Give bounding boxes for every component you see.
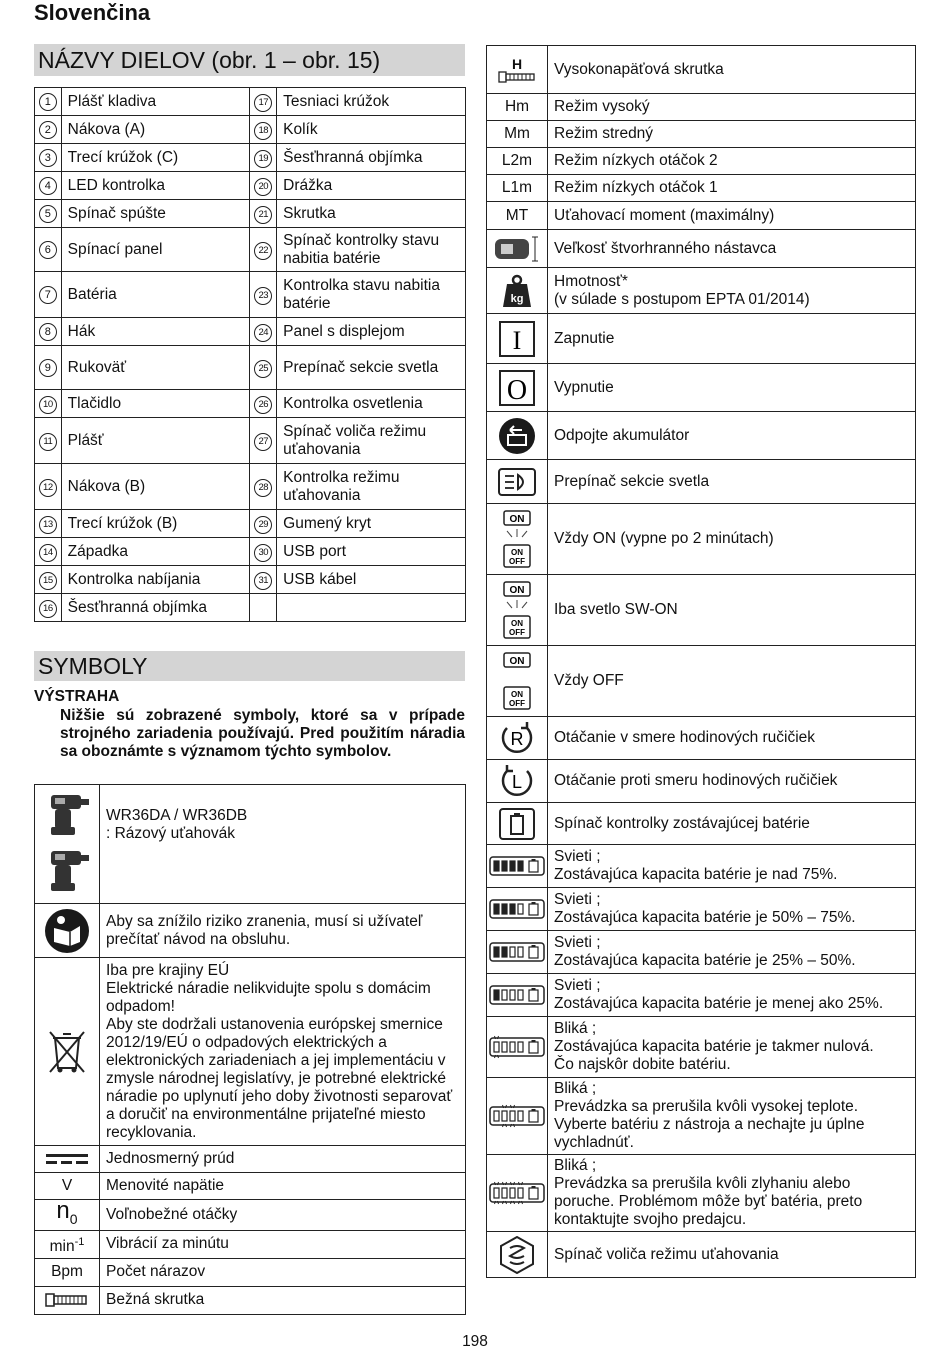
parts-row <box>35 200 466 228</box>
warning-heading: VÝSTRAHA <box>34 688 120 705</box>
page-number: 198 <box>462 1333 488 1350</box>
battery-blink-hot-icon <box>487 1078 548 1155</box>
part-number <box>250 464 277 510</box>
parts-row <box>35 566 466 594</box>
part-number-circle: 31 <box>254 572 272 590</box>
part-label: Šesťhranná objímka <box>277 144 466 172</box>
part-number-circle: 10 <box>39 396 57 414</box>
part-label: Plášť <box>61 418 250 464</box>
symbol-desc: Zapnutie <box>548 314 916 364</box>
parts-row <box>35 144 466 172</box>
weight-icon <box>487 268 548 314</box>
battery-blink-fault-icon <box>487 1155 548 1232</box>
rotate-counterclockwise-icon <box>487 760 548 803</box>
part-number-circle: 6 <box>39 241 57 259</box>
parts-row <box>35 464 466 510</box>
bolt-icon <box>35 1286 100 1314</box>
part-number-circle: 15 <box>39 572 57 590</box>
read-manual-icon <box>35 904 100 958</box>
part-label: Kontrolka nabíjania <box>61 566 250 594</box>
switch-off-icon <box>487 364 548 412</box>
symbol-desc: Režim stredný <box>548 121 916 148</box>
symbol-desc: Vypnutie <box>548 364 916 412</box>
rotate-l-glyph: L <box>511 772 523 792</box>
symbol-desc: Vysokonapäťová skrutka <box>548 46 916 94</box>
part-label: Spínač voliča režimu uťahovania <box>277 418 466 464</box>
voltage-symbol: V <box>35 1173 100 1200</box>
part-label: Gumený kryt <box>277 510 466 538</box>
part-number-circle: 13 <box>39 516 57 534</box>
part-number-circle: 28 <box>254 479 272 497</box>
square-drive-icon <box>487 230 548 268</box>
battery-4-bars-icon <box>487 845 548 888</box>
part-label: Západka <box>61 538 250 566</box>
symbol-desc: Otáčanie v smere hodinových ručičiek <box>548 717 916 760</box>
part-number-circle: 21 <box>254 206 272 224</box>
symbol-desc: Režim nízkych otáčok 2 <box>548 148 916 175</box>
part-label: Kolík <box>277 116 466 144</box>
part-number <box>35 88 62 116</box>
part-number-circle: 26 <box>254 396 272 414</box>
part-number-circle: 22 <box>254 242 272 260</box>
part-number <box>35 116 62 144</box>
symbol-desc: Iba pre krajiny EÚ Elektrické náradie nelikvidujte spolu s domácim odpadom! Aby ste dodržali ustanovenia európskej smernice 2012/19/EÚ o odpadových elektrických a elektronických zariadeniach a jej implementáciu v zmysle národnej legislatívy, je potrebné elektrické náradie po uplynutí jeho doby životnosti separovať a doručiť na environmentálne prijateľné miesto recyklovania. <box>100 958 466 1146</box>
part-label: Šesťhranná objímka <box>61 594 250 622</box>
symbol-desc: Počet nárazov <box>100 1258 466 1286</box>
part-number-circle: 4 <box>39 177 57 195</box>
part-number <box>35 418 62 464</box>
part-label: Kontrolka režimu uťahovania <box>277 464 466 510</box>
symbol-desc: Režim vysoký <box>548 94 916 121</box>
symbol-desc: WR36DA / WR36DB : Rázový uťahovák <box>100 785 466 904</box>
always-off-icon <box>487 646 548 717</box>
warning-text: Nižšie sú zobrazené symboly, ktoré sa v prípade strojného zariadenia používajú. Pred použitím náradia sa oboznámte s významom týchto symbolov. <box>60 707 465 760</box>
impact-wrench-icon <box>35 785 100 904</box>
symbol-desc: Prepínač sekcie svetla <box>548 460 916 504</box>
part-number-circle: 24 <box>254 324 272 342</box>
svg-text:ON: ON <box>511 548 523 557</box>
battery-3-bars-icon <box>487 888 548 931</box>
part-label: Kontrolka osvetlenia <box>277 390 466 418</box>
part-number <box>35 228 62 272</box>
symbol-desc: Voľnobežné otáčky <box>100 1200 466 1231</box>
part-number-circle: 1 <box>39 93 57 111</box>
always-on-icon <box>487 504 548 575</box>
high-tension-bolt-icon <box>487 46 548 94</box>
part-number-circle: 2 <box>39 121 57 139</box>
part-number-circle: 29 <box>254 516 272 534</box>
parts-row <box>35 272 466 318</box>
switch-on-icon <box>487 314 548 364</box>
part-label: USB port <box>277 538 466 566</box>
symbols-table-right <box>486 45 916 1278</box>
part-number <box>250 88 277 116</box>
symbol-desc: Odpojte akumulátor <box>548 412 916 460</box>
parts-row <box>35 594 466 622</box>
disconnect-battery-icon <box>487 412 548 460</box>
part-number <box>250 272 277 318</box>
part-label: Plášť kladiva <box>61 88 250 116</box>
symbol-desc: Svieti ; Zostávajúca kapacita batérie je 25% – 50%. <box>548 931 916 974</box>
part-number <box>250 346 277 390</box>
symbol-desc: Režim nízkych otáčok 1 <box>548 175 916 202</box>
symbol-desc: Veľkosť štvorhranného nástavca <box>548 230 916 268</box>
crossed-bin-icon <box>35 958 100 1146</box>
per-minute-sup: -1 <box>74 1235 85 1248</box>
symbol-desc: Bliká ; Prevádzka sa prerušila kvôli zlyhaniu alebo poruche. Problémom môže byť batéria, preto kontaktujte svojho predajcu. <box>548 1155 916 1232</box>
part-number-circle: 27 <box>254 433 272 451</box>
bpm-symbol: Bpm <box>35 1258 100 1286</box>
switch-on-glyph: I <box>512 325 522 355</box>
symbol-desc: Iba svetlo SW-ON <box>548 575 916 646</box>
part-label: Spínač spúšte <box>61 200 250 228</box>
part-label: Nákova (A) <box>61 116 250 144</box>
symbols-table-left <box>34 784 466 1315</box>
parts-row <box>35 346 466 390</box>
part-number <box>250 228 277 272</box>
part-number <box>35 200 62 228</box>
part-number <box>250 594 277 622</box>
part-number-circle: 18 <box>254 122 272 140</box>
part-number <box>250 390 277 418</box>
part-number <box>35 172 62 200</box>
parts-row <box>35 88 466 116</box>
no-load-sub: 0 <box>69 1210 78 1227</box>
svg-text:ON: ON <box>511 619 523 628</box>
part-label: Batéria <box>61 272 250 318</box>
part-number-circle: 30 <box>254 544 272 562</box>
symbol-desc: Bliká ; Prevádzka sa prerušila kvôli vysokej teplote. Vyberte batériu z nástroja a nechajte ju úplne vychladnúť. <box>548 1078 916 1155</box>
mode-selector-icon <box>487 1232 548 1278</box>
parts-table <box>34 87 466 622</box>
part-number-circle: 19 <box>254 150 272 168</box>
part-number <box>35 594 62 622</box>
part-label: Drážka <box>277 172 466 200</box>
svg-text:ON: ON <box>509 585 525 596</box>
part-number <box>250 566 277 594</box>
symbol-desc: Vždy ON (vypne po 2 minútach) <box>548 504 916 575</box>
parts-section-title: NÁZVY DIELOV (obr. 1 – obr. 15) <box>34 44 465 76</box>
battery-1-bar-icon <box>487 974 548 1017</box>
weight-kg: kg <box>510 292 524 305</box>
part-number-circle: 25 <box>254 360 272 378</box>
per-minute-symbol <box>35 1230 100 1258</box>
part-number-circle: 17 <box>254 94 272 112</box>
part-number <box>250 144 277 172</box>
part-label: Nákova (B) <box>61 464 250 510</box>
part-number <box>35 464 62 510</box>
part-label: Trecí krúžok (C) <box>61 144 250 172</box>
part-number-circle: 20 <box>254 178 272 196</box>
mode-low2-label: L2m <box>487 148 548 175</box>
parts-row <box>35 510 466 538</box>
high-tension-h: H <box>511 55 523 72</box>
part-number <box>250 318 277 346</box>
symbol-desc: Uťahovací moment (maximálny) <box>548 202 916 230</box>
part-label: Spínač kontrolky stavu nabitia batérie <box>277 228 466 272</box>
part-label: Spínací panel <box>61 228 250 272</box>
part-label: Trecí krúžok (B) <box>61 510 250 538</box>
symbol-desc: Spínač voliča režimu uťahovania <box>548 1232 916 1278</box>
battery-blink-1-icon <box>487 1017 548 1078</box>
svg-text:OFF: OFF <box>509 557 525 566</box>
symbol-desc: Bežná skrutka <box>100 1286 466 1314</box>
mode-medium-label: Mm <box>487 121 548 148</box>
battery-2-bars-icon <box>487 931 548 974</box>
symbol-desc: Spínač kontrolky zostávajúcej batérie <box>548 803 916 845</box>
part-number <box>250 418 277 464</box>
battery-check-switch-icon <box>487 803 548 845</box>
symbol-desc: Hmotnosť* (v súlade s postupom EPTA 01/2014) <box>548 268 916 314</box>
part-number <box>250 510 277 538</box>
parts-row <box>35 228 466 272</box>
no-load-n: n <box>56 1197 70 1224</box>
part-number-circle: 3 <box>39 149 57 167</box>
part-number <box>35 346 62 390</box>
part-number-circle: 7 <box>39 286 57 304</box>
part-number-circle: 23 <box>254 287 272 305</box>
parts-row <box>35 538 466 566</box>
part-number <box>250 116 277 144</box>
part-number-circle: 12 <box>39 479 57 497</box>
part-number-circle: 14 <box>39 544 57 562</box>
part-number-circle: 11 <box>39 433 57 451</box>
rotate-r-glyph: R <box>510 729 524 749</box>
svg-text:OFF: OFF <box>509 628 525 637</box>
part-label: Tlačidlo <box>61 390 250 418</box>
symbol-desc: Otáčanie proti smeru hodinových ručičiek <box>548 760 916 803</box>
rotate-clockwise-icon <box>487 717 548 760</box>
part-label: USB kábel <box>277 566 466 594</box>
svg-text:ON: ON <box>509 514 525 525</box>
part-number <box>250 538 277 566</box>
part-number <box>35 510 62 538</box>
symbol-desc: Vibrácií za minútu <box>100 1230 466 1258</box>
svg-text:OFF: OFF <box>509 699 525 708</box>
part-label: Kontrolka stavu nabitia batérie <box>277 272 466 318</box>
part-number <box>250 172 277 200</box>
symbol-desc: Bliká ; Zostávajúca kapacita batérie je takmer nulová. Čo najskôr dobite batériu. <box>548 1017 916 1078</box>
symbol-desc: Svieti ; Zostávajúca kapacita batérie je menej ako 25%. <box>548 974 916 1017</box>
parts-row <box>35 318 466 346</box>
part-number <box>35 390 62 418</box>
symbol-desc: Svieti ; Zostávajúca kapacita batérie je nad 75%. <box>548 845 916 888</box>
symbol-desc: Aby sa znížilo riziko zranenia, musí si užívateľ prečítať návod na obsluhu. <box>100 904 466 958</box>
part-label: Rukoväť <box>61 346 250 390</box>
max-torque-label: MT <box>487 202 548 230</box>
parts-row <box>35 390 466 418</box>
switch-off-glyph: O <box>506 374 528 406</box>
part-label: Prepínač sekcie svetla <box>277 346 466 390</box>
symbol-desc: Menovité napätie <box>100 1173 466 1200</box>
symbol-desc: Vždy OFF <box>548 646 916 717</box>
svg-text:ON: ON <box>509 656 525 667</box>
part-number-circle: 8 <box>39 323 57 341</box>
part-number-circle: 9 <box>39 359 57 377</box>
part-label: LED kontrolka <box>61 172 250 200</box>
symbols-section-title: SYMBOLY <box>34 651 465 681</box>
light-section-icon <box>487 460 548 504</box>
part-number <box>35 272 62 318</box>
sw-on-light-icon <box>487 575 548 646</box>
part-number <box>35 566 62 594</box>
part-label: Tesniaci krúžok <box>277 88 466 116</box>
part-number <box>250 200 277 228</box>
part-number <box>35 144 62 172</box>
no-load-speed-symbol <box>35 1197 100 1231</box>
part-number <box>35 318 62 346</box>
parts-row <box>35 418 466 464</box>
direct-current-icon <box>35 1146 100 1173</box>
part-label: Panel s displejom <box>277 318 466 346</box>
mode-low1-label: L1m <box>487 175 548 202</box>
per-minute-min: min <box>49 1237 75 1255</box>
language-title: Slovenčina <box>34 0 151 25</box>
symbol-desc: Jednosmerný prúd <box>100 1146 466 1173</box>
part-label: Skrutka <box>277 200 466 228</box>
svg-text:ON: ON <box>511 690 523 699</box>
part-number <box>35 538 62 566</box>
parts-row <box>35 116 466 144</box>
mode-high-label: Hm <box>487 94 548 121</box>
part-label <box>277 594 466 622</box>
part-number-circle: 16 <box>39 600 57 618</box>
part-number-circle: 5 <box>39 205 57 223</box>
parts-row <box>35 172 466 200</box>
part-label: Hák <box>61 318 250 346</box>
symbol-desc: Svieti ; Zostávajúca kapacita batérie je 50% – 75%. <box>548 888 916 931</box>
